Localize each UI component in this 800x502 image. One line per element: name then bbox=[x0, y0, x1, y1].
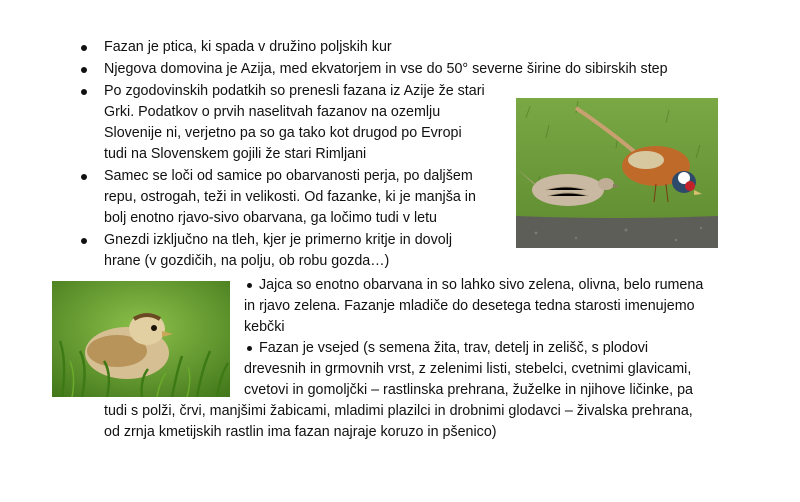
bullet-text-4-line-2: repu, ostrogah, teži in velikosti. Od fazanke, ki je manjša in bbox=[104, 189, 476, 205]
bullet-text-7-line-3: cvetovi in gomoljčki – rastlinska prehrana, žuželke in njihove ličinke, pa bbox=[244, 382, 693, 398]
bullet-text-4-line-1: Samec se loči od samice po obarvanosti perja, po daljšem bbox=[104, 168, 473, 184]
pheasant-chick-photo bbox=[52, 281, 230, 397]
bullet-text-6-line-1: Jajca so enotno obarvana in so lahko sivo zelena, olivna, belo rumena bbox=[259, 277, 704, 293]
bullet-text-7-line-4: tudi s polži, črvi, manjšimi žabicami, mladimi plazilci in drobnimi glodavci – živalska prehrana, bbox=[104, 403, 693, 419]
bullet-text-3-line-2: Grki. Podatkov o prvih naselitvah fazanov na ozemlju bbox=[104, 104, 441, 120]
bullet-text-3-line-1: Po zgodovinskih podatkih so prenesli fazana iz Azije že stari bbox=[104, 83, 485, 99]
bullet-dot bbox=[81, 174, 87, 180]
bullet-text-7-line-2: drevesnih in grmovnih vrst, z zelenimi listi, stebelci, cvetnimi glavicami, bbox=[244, 361, 692, 377]
bullet-text-6-line-2: in rjavo zelena. Fazanje mladiče do desetega tedna starosti imenujemo bbox=[244, 298, 695, 314]
bullet-text-4-line-3: bolj enotno rjavo-sivo obarvana, ga ločimo tudi v letu bbox=[104, 210, 437, 226]
bullet-dot bbox=[247, 283, 252, 288]
bullet-text-7-line-1: Fazan je vsejed (s semena žita, trav, detelj in zelišč, s plodovi bbox=[259, 340, 649, 356]
bullet-text-5-line-1: Gnezdi izključno na tleh, kjer je primerno kritje in dovolj bbox=[104, 232, 453, 248]
bullet-dot bbox=[81, 89, 87, 95]
bullet-dot bbox=[81, 45, 87, 51]
bullet-text-5-line-2: hrane (v gozdičih, na polju, ob robu gozda…) bbox=[104, 253, 390, 269]
bullet-text-2: Njegova domovina je Azija, med ekvatorjem in vse do 50° severne širine do sibirskih step bbox=[104, 61, 668, 77]
pheasant-pair-photo bbox=[516, 98, 718, 248]
bullet-text-6-line-3: kebčki bbox=[244, 319, 285, 335]
bullet-dot bbox=[247, 346, 252, 351]
bullet-dot bbox=[81, 238, 87, 244]
bullet-text-3-line-4: tudi na Slovenskem gojili že stari Rimljani bbox=[104, 146, 367, 162]
bullet-text-7-line-5: od zrnja kmetijskih rastlin ima fazan najraje koruzo in pšenico) bbox=[104, 424, 497, 440]
bullet-text-3-line-3: Slovenije ni, verjetno pa so ga tako kot drugod po Evropi bbox=[104, 125, 462, 141]
bullet-text-1: Fazan je ptica, ki spada v družino poljskih kur bbox=[104, 39, 392, 55]
bullet-dot bbox=[81, 67, 87, 73]
